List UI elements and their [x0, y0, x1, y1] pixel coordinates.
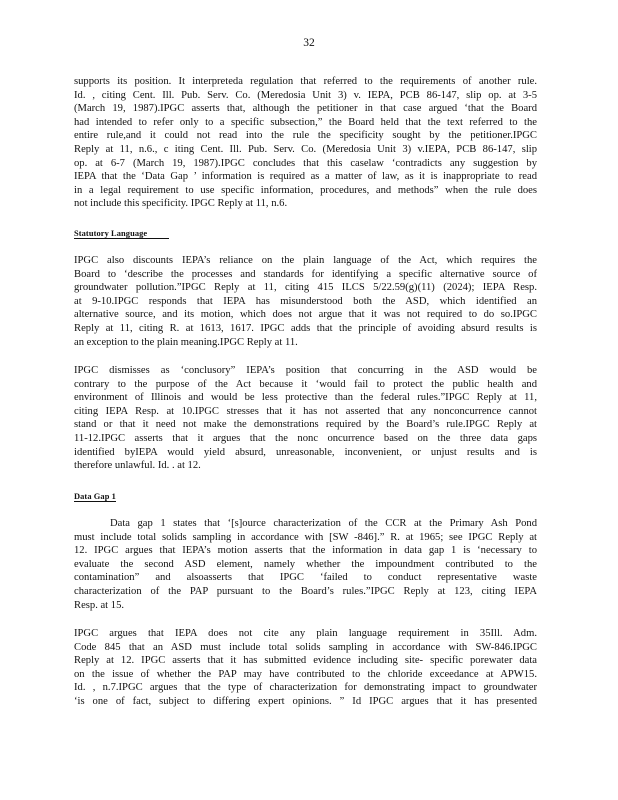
text-line: alternative source, and its motion, which does not argue that it was not required to do so.IPGC: [74, 309, 537, 321]
text-line: 11-12.IPGC asserts that it argues that the nonc oncurrence based on the three data gaps: [74, 432, 537, 444]
heading-text: Statutory Language: [74, 229, 169, 239]
paragraph-2: [74, 254, 537, 349]
text-line: groundwater pollution.”IPGC Reply at 11, citing 415 ILCS 5/22.59(g)(11) (2024); IEPA Resp.: [74, 282, 537, 294]
paragraph-5: [74, 627, 537, 709]
text-line: Id. , citing Cent. Ill. Pub. Serv. Co. (Meredosia Unit 3) v. IEPA, PCB 86-147, slip op. at 3-5: [74, 89, 537, 101]
text-line: entire rule,and it could not read into the rule the specificity sought by the petitioner.IPGC: [74, 130, 537, 142]
text-line: stand or that it need not make the demonstrations required by the Board’s rule.IPGC Reply at: [74, 419, 537, 431]
heading-text: Data Gap 1: [74, 492, 116, 501]
paragraph-1: [74, 75, 537, 211]
paragraph-4: [74, 517, 537, 612]
text-line: an exception to the plain meaning.IPGC Reply at 11.: [74, 336, 298, 348]
text-line: on the issue of whether the PAP may have contributed to the chloride exceedance at APW15.: [74, 668, 537, 680]
text-line: environment of Illinois and would be less protective than the federal rules.”IPGC Reply at 11,: [74, 392, 537, 404]
text-line: supports its position. It interpreteda regulation that referred to the requirements of another rule.: [74, 76, 537, 87]
text-line: IPGC argues that IEPA does not cite any plain language requirement in 35Ill. Adm.: [74, 628, 537, 639]
paragraph-3: [74, 364, 537, 473]
text-line: had intended to refer only to a specific subsection,” the Board held that the text referred to the: [74, 116, 537, 128]
text-line: IEPA that the ‘Data Gap ’ information is required as a matter of law, as it is inappropriate to read: [74, 171, 537, 183]
text-line: Reply at 12. IPGC asserts that it has submitted evidence including site- specific porewater data: [74, 655, 537, 667]
text-line: op. at 6-7 (March 19, 1987).IPGC concludes that this caselaw ‘contradicts any suggestion by: [74, 157, 537, 169]
text-line: must include total solids sampling in accordance with [SW -846].” R. at 1965; see IPGC Reply at: [74, 531, 537, 543]
text-line: ‘is one of fact, subject to differing expert opinions. ” Id IPGC argues that it has presented: [74, 695, 537, 707]
text-line: characterization of the PAP pursuant to the Board’s rules.”IPGC Reply at 123, citing IEPA: [74, 585, 537, 597]
text-line: in a legal requirement to use specific information, procedures, and methods” when the rule does: [74, 184, 537, 196]
text-line: Code 845 that an ASD must include total solids sampling in accordance with SW-846.IPGC: [74, 641, 537, 653]
text-line: IPGC also discounts IEPA’s reliance on the plain language of the Act, which requires the: [74, 255, 537, 266]
text-line: Id. , n.7.IPGC argues that the type of characterization for demonstrating impact to groundwater: [74, 682, 537, 694]
text-line: IPGC dismisses as ‘conclusory” IEPA’s position that concurring in the ASD would be: [74, 365, 537, 376]
text-line: (March 19, 1987).IPGC asserts that, although the petitioner in that case argued ‘that the Board: [74, 103, 537, 115]
text-line: Reply at 11, n.6., c iting Cent. Ill. Pub. Serv. Co. (Meredosia Unit 3) v.IEPA, PCB 86-147, slip: [74, 143, 537, 155]
text-line: citing IEPA Resp. at 10.IPGC stresses that it has not asserted that any nonconcurrence cannot: [74, 405, 537, 417]
text-line: identified byIEPA would yield absurd, unreasonable, inconvenient, or unjust results and is: [74, 446, 537, 458]
section-heading-data-gap-1: [74, 492, 116, 502]
text-line: contrary to the purpose of the Act because it ‘would fail to protect the public health and: [74, 378, 537, 390]
text-line: therefore unlawful. Id. . at 12.: [74, 460, 201, 472]
text-line: Resp. at 15.: [74, 599, 125, 611]
text-line: Data gap 1 states that ‘[s]ource characterization of the CCR at the Primary Ash Pond: [110, 518, 537, 529]
section-heading-statutory-language: [74, 229, 169, 239]
text-line: Board to ‘describe the processes and standards for identifying a specific alternative source of: [74, 268, 537, 280]
text-line: 12. IPGC argues that IEPA’s motion asserts that the information in data gap 1 is ‘necessary to: [74, 545, 537, 557]
text-line: evaluate the second ASD element, namely whether the impoundment contributed to the: [74, 558, 537, 570]
page-number: 32: [303, 37, 315, 49]
text-line: Reply at 11, citing R. at 1613, 1617. IPGC adds that the principle of avoiding absurd results is: [74, 322, 537, 334]
text-line: not include this specificity. IPGC Reply at 11, n.6.: [74, 198, 288, 210]
text-line: contamination” and alsoasserts that IPGC ‘failed to conduct representative waste: [74, 572, 537, 584]
text-line: at 9-10.IPGC responds that IEPA has misunderstood both the ASD, which identified an: [74, 295, 537, 307]
